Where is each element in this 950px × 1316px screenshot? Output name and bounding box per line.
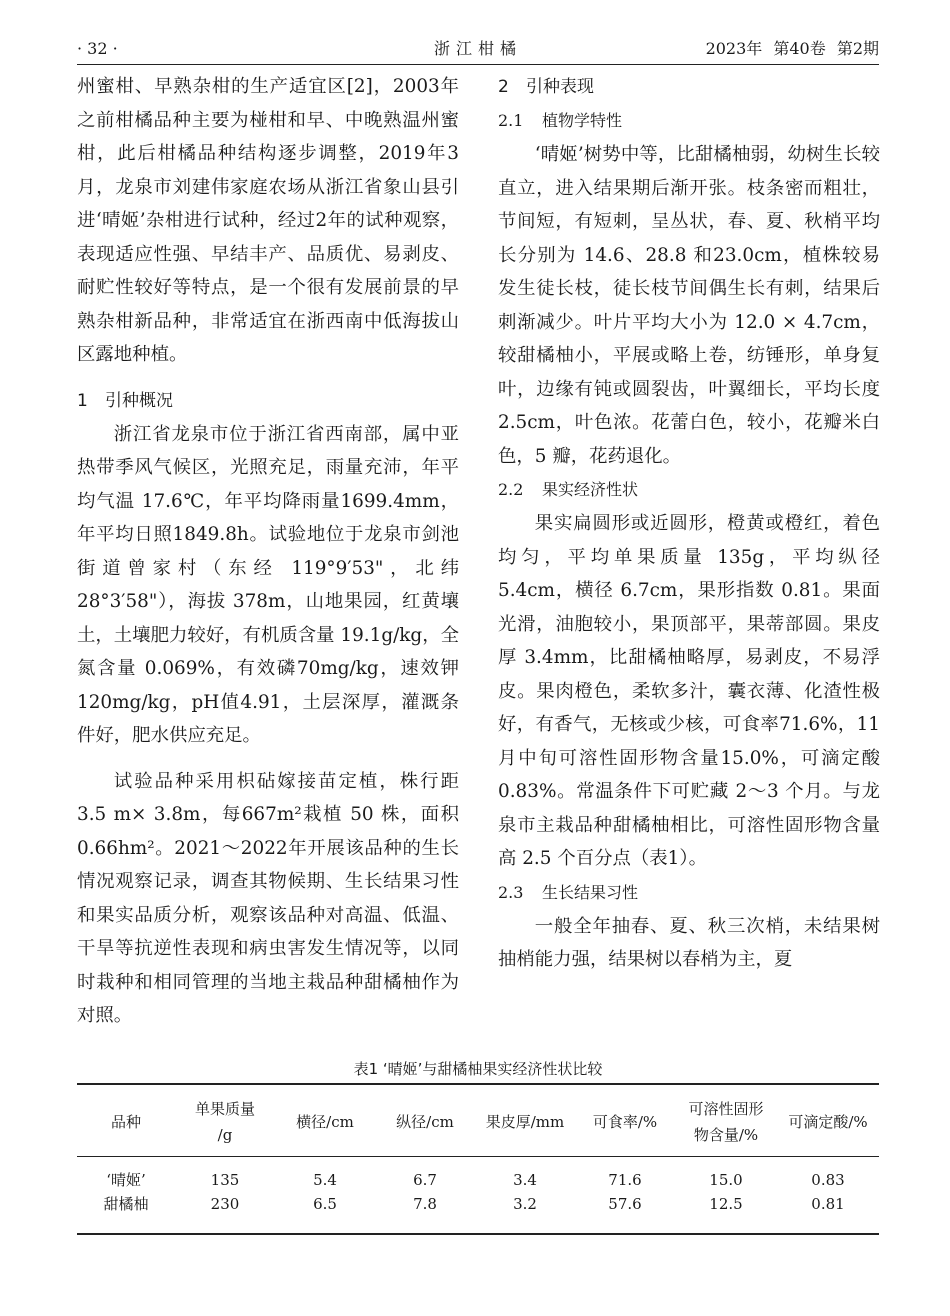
column-header: 单果质量 /g bbox=[194, 1100, 255, 1144]
header-rule bbox=[77, 64, 879, 65]
page-number: · 32 · bbox=[77, 39, 118, 58]
issue-info: 2023年 第40卷 第2期 bbox=[705, 39, 879, 58]
subsection-title: 果实经济性状 bbox=[542, 480, 639, 499]
left-column bbox=[77, 70, 459, 1033]
table-cell: 5.4 bbox=[313, 1171, 337, 1189]
table-cell: 15.0 bbox=[709, 1171, 743, 1189]
table-row bbox=[77, 1192, 879, 1216]
section-number: 2 bbox=[498, 77, 509, 97]
table-bottom-rule bbox=[77, 1233, 879, 1235]
section-heading-2 bbox=[498, 70, 880, 104]
table-body bbox=[77, 1168, 879, 1216]
intro-continuation: 州蜜柑、早熟杂柑的生产适宜区[2]，2003年之前柑橘品种主要为椪柑和早、中晚熟温州蜜柑，此后柑橘品种结构逐步调整，2019年3月，龙泉市刘建伟家庭农场从浙江省象山县引进‘晴姬’杂柑进行试种，经过2年的试种观察，表现适应性强、早结丰产、品质优、易剥皮、耐贮性较好等特点，是一个很有发展前景的早熟杂柑新品种，非常适宜在浙西南中低海拔山区露地种植。 bbox=[77, 76, 459, 365]
table-cell: 0.83 bbox=[811, 1171, 845, 1189]
running-header bbox=[77, 38, 879, 62]
section-title: 引种表现 bbox=[526, 77, 594, 97]
subsection-heading-2-3 bbox=[498, 876, 880, 910]
table-cell: 7.8 bbox=[413, 1195, 437, 1213]
column-header: 可滴定酸/% bbox=[788, 1113, 868, 1131]
paragraph: ‘晴姬’树势中等，比甜橘柚弱，幼树生长较直立，进入结果期后渐开张。枝条密而粗壮，节间短，有短刺，呈丛状，春、夏、秋梢平均长分别为 14.6、28.8 和23.0cm，植株较易发生徒长枝，徒长枝节间偶生长有刺，结果后刺渐减少。叶片平均大小为 12.0 × 4.7cm，较甜橘柚小，平展或略上卷，纺锤形，单身复叶，边缘有钝或圆裂齿，叶翼细长，平均长度 2.5cm，叶色浓。花蕾白色，较小，花瓣米白色，5 瓣，花药退化。 bbox=[498, 144, 880, 467]
column-header: 横径/cm bbox=[296, 1113, 354, 1131]
paragraph: 一般全年抽春、夏、秋三次梢，未结果树抽梢能力强，结果树以春梢为主，夏 bbox=[498, 915, 880, 970]
table-cell: 57.6 bbox=[608, 1195, 642, 1213]
table-cell: 3.2 bbox=[513, 1195, 537, 1213]
subsection-title: 生长结果习性 bbox=[542, 882, 639, 902]
section-number: 1 bbox=[77, 390, 88, 411]
table-caption: 表1 ‘晴姬’与甜橘柚果实经济性状比较 bbox=[353, 1060, 603, 1078]
column-header: 可溶性固形 物含量/% bbox=[688, 1100, 764, 1144]
table-row bbox=[77, 1168, 879, 1192]
subsection-heading-2-2 bbox=[498, 473, 880, 507]
section-heading-1 bbox=[77, 384, 459, 418]
subsection-title: 植物学特性 bbox=[542, 111, 623, 130]
table-cell: 6.7 bbox=[413, 1171, 437, 1189]
table-top-rule bbox=[77, 1083, 879, 1085]
column-header: 品种 bbox=[110, 1113, 141, 1131]
subsection-number: 2.1 bbox=[498, 111, 524, 130]
subsection-number: 2.3 bbox=[498, 882, 524, 902]
section-title: 引种概况 bbox=[105, 390, 173, 411]
paragraph: 果实扁圆形或近圆形，橙黄或橙红，着色均匀，平均单果质量 135g，平均纵径5.4cm，横径 6.7cm，果形指数 0.81。果面光滑，油胞较小，果顶部平，果蒂部圆。果皮厚 3.4mm，比甜橘柚略厚，易剥皮，不易浮皮。果肉橙色，柔软多汁，囊衣薄、化渣性极好，有香气，无核或少核，可食率71.6%，11 月中旬可溶性固形物含量15.0%，可滴定酸 0.83%。常温条件下可贮藏 2～3 个月。与龙泉市主栽品种甜橘柚相比，可溶性固形物含量高 2.5 个百分点（表1）。 bbox=[498, 513, 880, 869]
table-cell: 230 bbox=[210, 1195, 240, 1213]
table-header bbox=[77, 1093, 879, 1151]
column-header: 纵径/cm bbox=[396, 1113, 454, 1131]
table-cell: 3.4 bbox=[513, 1171, 537, 1189]
journal-name: 浙江柑橘 bbox=[433, 39, 522, 58]
column-header: 果皮厚/mm bbox=[485, 1113, 565, 1131]
subsection-heading-2-1 bbox=[498, 104, 880, 138]
column-header: 可食率/% bbox=[592, 1113, 658, 1131]
table-header-rule bbox=[77, 1156, 879, 1157]
paragraph: 浙江省龙泉市位于浙江省西南部，属中亚热带季风气候区，光照充足，雨量充沛，年平均气温 17.6℃，年平均降雨量1699.4mm，年平均日照1849.8h。试验地位于龙泉市剑池街道曾家村（东经 119°9′53"，北纬 28°3′58"），海拔 378m，山地果园，红黄壤土，土壤肥力较好，有机质含量 19.1g/kg，全氮含量 0.069%，有效磷70mg/kg，速效钾120mg/kg，pH值4.91，土层深厚，灌溉条件好，肥水供应充足。 bbox=[77, 423, 459, 746]
subsection-number: 2.2 bbox=[498, 480, 524, 499]
table-cell: 12.5 bbox=[709, 1195, 743, 1213]
right-column bbox=[498, 70, 880, 977]
table-cell: 71.6 bbox=[608, 1171, 642, 1189]
table-cell: 0.81 bbox=[811, 1195, 845, 1213]
table-cell: 甜橘柚 bbox=[103, 1195, 149, 1213]
table-cell: 6.5 bbox=[313, 1195, 337, 1213]
table-cell: 135 bbox=[210, 1171, 240, 1189]
table-cell: ‘晴姬’ bbox=[106, 1171, 146, 1189]
paragraph: 试验品种采用枳砧嫁接苗定植，株行距 3.5 m× 3.8m，每667m²栽植 50 株，面积0.66hm²。2021～2022年开展该品种的生长情况观察记录，调查其物候期、生长结果习性和果实品质分析，观察该品种对高温、低温、干旱等抗逆性表现和病虫害发生情况等，以同时栽种和相同管理的当地主栽品种甜橘柚作为对照。 bbox=[77, 770, 459, 1026]
